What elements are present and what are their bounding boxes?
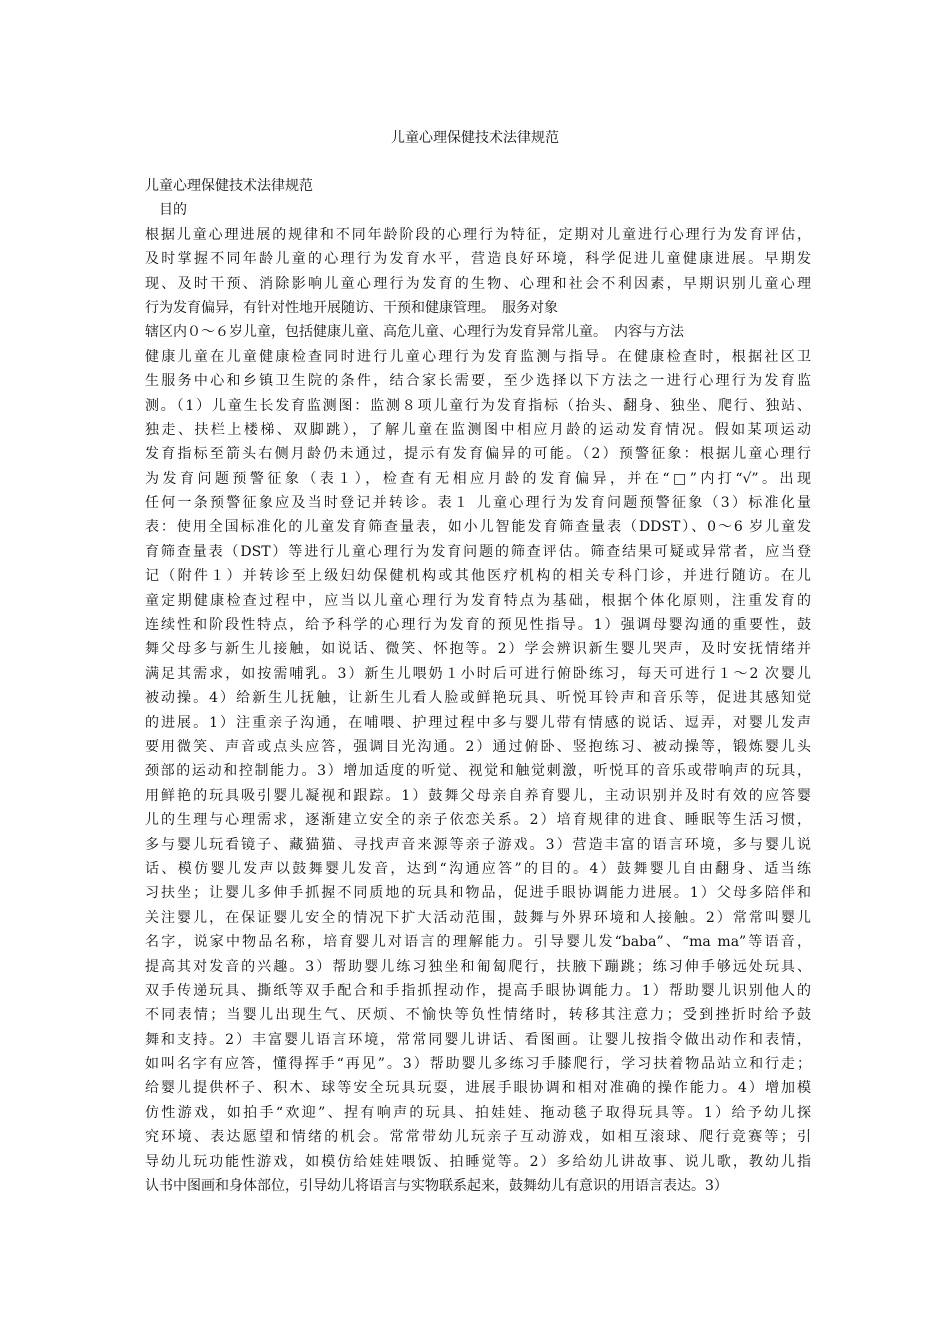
text-line: 名字，说家中物品名称，培育婴儿对语言的理解能力。引导婴儿发“baba”、“ma ma”等语音， <box>145 934 811 951</box>
text-line: 颈部的运动和控制能力。3）增加适度的听觉、视觉和触觉刺激，听悦耳的音乐或带响声的玩具， <box>145 763 811 780</box>
text-line: 儿童心理保健技术法律规范 <box>145 178 313 194</box>
text-line: 给婴儿提供杯子、积木、球等安全玩具玩耍，进展手眼协调和相对准确的操作能力。4）增加模 <box>145 1080 811 1097</box>
text-line: 记（附件１）并转诊至上级妇幼保健机构或其他医疗机构的相关专科门诊，并进行随访。在儿 <box>145 568 811 585</box>
text-line: 及时掌握不同年龄儿童的心理行为发育水平，营造良好环境，科学促进儿童健康进展。早期发 <box>145 251 811 268</box>
text-line: 认书中图画和身体部位，引导幼儿将语言与实物联系起来，鼓舞幼儿有意识的用语言表达。3） <box>145 1178 728 1195</box>
text-line: 目的 <box>159 202 187 219</box>
text-line: 满足其需求，如按需哺乳。3）新生儿喂奶１小时后可进行俯卧练习，每天可进行１～2 次婴儿 <box>145 665 811 682</box>
text-line: 育筛查量表（DST）等进行儿童心理行为发育问题的筛查评估。筛查结果可疑或异常者，应当登 <box>145 543 811 560</box>
text-line: 舞父母多与新生儿接触，如说话、微笑、怀抱等。2）学会辨识新生婴儿哭声，及时安抚情绪并 <box>145 641 811 658</box>
text-line: 提高其对发音的兴趣。3）帮助婴儿练习独坐和匍匐爬行，扶腋下蹦跳；练习伸手够远处玩具、 <box>145 958 811 975</box>
document-body <box>145 174 811 1198</box>
text-line: 表：使用全国标准化的儿童发育筛查量表，如小儿智能发育筛查量表（DDST）、0～6 岁儿童发 <box>145 519 811 536</box>
text-line: 根据儿童心理进展的规律和不同年龄阶段的心理行为特征，定期对儿童进行心理行为发育评估， <box>145 226 811 243</box>
text-line: 连续性和阶段性特点，给予科学的心理行为发育的预见性指导。1）强调母婴沟通的重要性，鼓 <box>145 617 811 634</box>
text-line: 多与婴儿玩看镜子、藏猫猫、寻找声音来源等亲子游戏。3）营造丰富的语言环境，多与婴儿说 <box>145 836 811 853</box>
text-line: 生服务中心和乡镇卫生院的条件，结合家长需要，至少选择以下方法之一进行心理行为发育监 <box>145 373 811 390</box>
text-line: 被动操。4）给新生儿抚触，让新生儿看人脸或鲜艳玩具、听悦耳铃声和音乐等，促进其感知觉 <box>145 690 811 707</box>
text-line: 话、模仿婴儿发声以鼓舞婴儿发音，达到“沟通应答”的目的。4）鼓舞婴儿自由翻身、适当练 <box>145 860 811 877</box>
text-line: 双手传递玩具、撕纸等双手配合和手指抓捏动作，提高手眼协调能力。1）帮助婴儿识别他人的 <box>145 982 811 999</box>
text-line: 用鲜艳的玩具吸引婴儿凝视和跟踪。1）鼓舞父母亲自养育婴儿，主动识别并及时有效的应答婴 <box>145 787 811 804</box>
text-line: 究环境、表达愿望和情绪的机会。常常带幼儿玩亲子互动游戏，如相互滚球、爬行竞赛等；引 <box>145 1129 811 1146</box>
text-line: 独走、扶栏上楼梯、双脚跳），了解儿童在监测图中相应月龄的运动发育情况。假如某项运动 <box>145 421 811 438</box>
text-line: 行为发育偏异，有针对性地开展随访、干预和健康管理。 服务对象 <box>145 299 558 316</box>
text-line: 健康儿童在儿童健康检查同时进行儿童心理行为发育监测与指导。在健康检查时，根据社区卫 <box>145 348 811 365</box>
text-line: 童定期健康检查过程中，应当以儿童心理行为发育特点为基础，根据个体化原则，注重发育的 <box>145 592 811 609</box>
text-line: 关注婴儿，在保证婴儿安全的情况下扩大活动范围，鼓舞与外界环境和人接触。2）常常叫婴儿 <box>145 909 811 926</box>
text-line: 的进展。1）注重亲子沟通，在哺喂、护理过程中多与婴儿带有情感的说话、逗弄，对婴儿发声 <box>145 714 811 731</box>
document-title: 儿童心理保健技术法律规范 <box>391 130 559 146</box>
text-line: 如叫名字有应答，懂得挥手“再见”。3）帮助婴儿多练习手膝爬行，学习扶着物品站立和行走； <box>145 1056 811 1073</box>
text-line: 导幼儿玩功能性游戏，如模仿给娃娃喂饭、拍睡觉等。2）多给幼儿讲故事、说儿歌，教幼儿指 <box>145 1153 811 1170</box>
text-line: 为发育问题预警征象（表１），检查有无相应月龄的发育偏异，并在“□”内打“√”。出现 <box>145 470 811 487</box>
text-line: 现、及时干预、消除影响儿童心理行为发育的生物、心理和社会不利因素，早期识别儿童心理 <box>145 275 811 292</box>
text-line: 儿的生理与心理需求，逐渐建立安全的亲子依恋关系。2）培育规律的进食、睡眠等生活习惯， <box>145 812 811 829</box>
text-line: 测。（1）儿童生长发育监测图：监测８项儿童行为发育指标（抬头、翻身、独坐、爬行、独站、 <box>145 397 811 414</box>
text-line: 仿性游戏，如拍手“欢迎”、捏有响声的玩具、拍娃娃、拖动毯子取得玩具等。1）给予幼儿探 <box>145 1104 811 1121</box>
text-line: 发育指标至箭头右侧月龄仍未通过，提示有发育偏异的可能。（2）预警征象：根据儿童心理行 <box>145 446 811 463</box>
text-line: 辖区内０～６岁儿童，包括健康儿童、高危儿童、心理行为发育异常儿童。 内容与方法 <box>145 324 684 341</box>
text-line: 习扶坐；让婴儿多伸手抓握不同质地的玩具和物品，促进手眼协调能力进展。1）父母多陪伴和 <box>145 885 811 902</box>
text-line: 舞和支持。2）丰富婴儿语言环境，常常同婴儿讲话、看图画。让婴儿按指令做出动作和表情， <box>145 1031 811 1048</box>
text-line: 不同表情；当婴儿出现生气、厌烦、不愉快等负性情绪时，转移其注意力；受到挫折时给予鼓 <box>145 1007 811 1024</box>
text-line: 任何一条预警征象应及当时登记并转诊。表１ 儿童心理行为发育问题预警征象（3）标准化量 <box>145 495 811 512</box>
text-line: 要用微笑、声音或点头应答，强调目光沟通。2）通过俯卧、竖抱练习、被动操等，锻炼婴儿头 <box>145 738 811 755</box>
